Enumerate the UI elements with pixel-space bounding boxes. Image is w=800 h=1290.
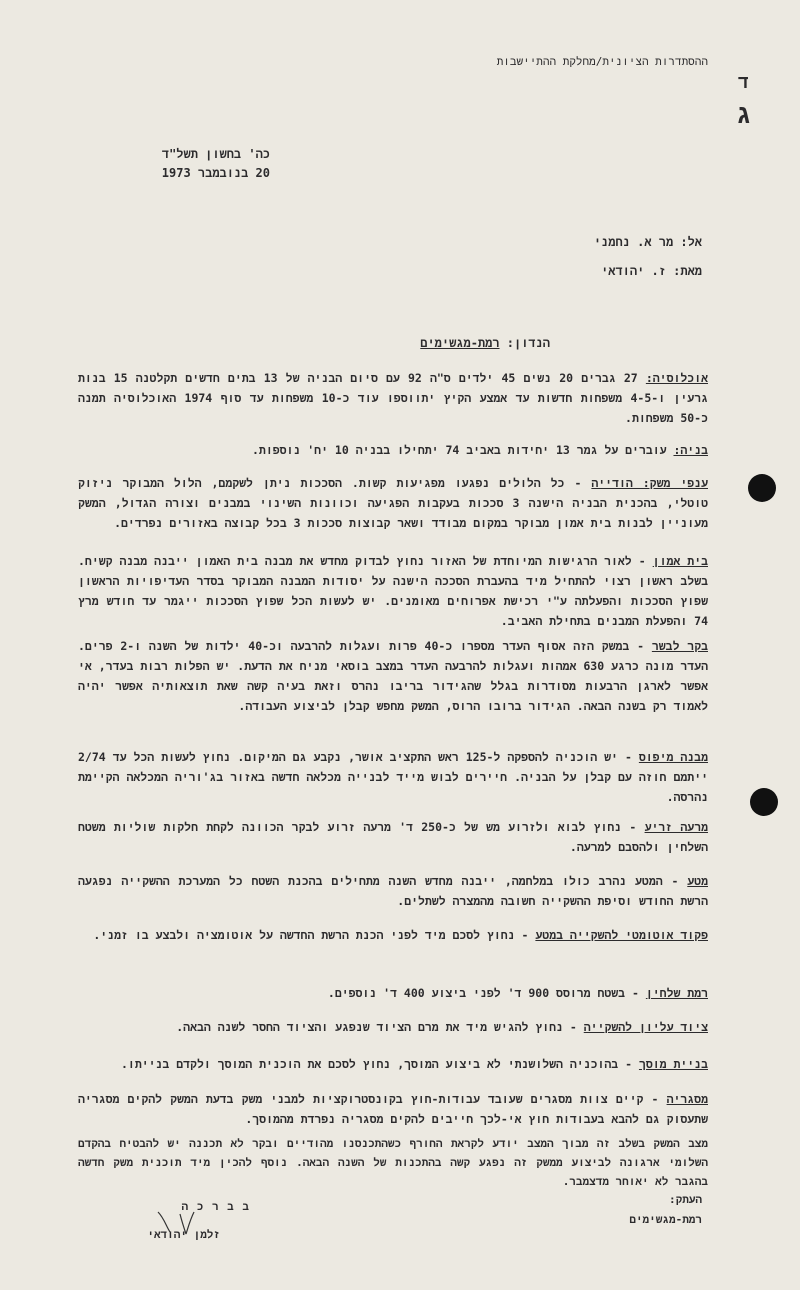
section-text: - קיים צוות מסגרים שעובד עבודות-חוץ בקונסטרוקציות למבני משק בדעת המשק להקים מסגריה שתעסוק גם להבא בעבודות חוץ אי-לכך חייבים להקים מסגריה נפרדת מהמוסך. xyxy=(78,1092,708,1126)
section-heading: אוכלוסיה: xyxy=(645,371,708,385)
section-construction xyxy=(78,440,708,460)
section-text: - בהוכניה השלושנתי לא ביצוע המוסך, נחוץ לסכם את הוכנית המוסך ולקדם בנייתו. xyxy=(121,1057,639,1071)
section-summary xyxy=(78,1134,708,1191)
section-hatchery xyxy=(78,551,708,631)
margin-mark: ג xyxy=(736,100,752,130)
punch-hole xyxy=(748,474,776,502)
signatory-name: זלמן יהודאי xyxy=(147,1228,220,1241)
section-heading: ענפי משק: הודייה xyxy=(591,476,708,490)
section-beef-cattle xyxy=(78,636,708,716)
section-population xyxy=(78,368,708,428)
section-text: - נחוץ לבוא ולזרוע מש של כ-250 ד' מרעה זרוע לבקר הכוונה לקחת חלקות שוליות משטח השלחין ולהסבם למרעה. xyxy=(78,820,708,854)
section-text: 27 גברים 20 נשים 45 ילדים ס"ה 92 עם סיום הבניה של 13 בתים חדשים תקלטנה 15 בנות גרעין ו-4-5 משפחות חדשות עד אמצע הקיץ יתווספו עוד כ-10 משפחות עד סוף 1974 האוכלוסיה תמנה כ-50 משפחות. xyxy=(78,371,709,425)
section-text: - המטע נהרב כולו במלחמה, ייבנה מחדש השנה מתחילים בהכנת השטח כל המערכת ההשקייה נפגעה הרשת החודש וסיפת ההשקייה חשובה מהמצרה לשתלים. xyxy=(78,874,708,908)
section-text: - נחוץ להגיש מיד את מרם הציוד שנפגע והציוד החסר לשנה הבאה. xyxy=(176,1020,584,1034)
letterhead-org: ההסתדרות הציונית/מחלקת ההתיישבות xyxy=(496,55,708,68)
section-feeding-structure xyxy=(78,747,708,807)
section-orchard xyxy=(78,871,708,911)
section-text: - נחוץ לסכם מיד לפני הכנת הרשת החדשה על אוטומציה ולבצע בו זמני. xyxy=(93,928,536,942)
punch-hole xyxy=(750,788,778,816)
addressee: אל: מר א. נחמני xyxy=(593,235,702,249)
section-irrigated-land xyxy=(78,983,708,1003)
section-heading: בניית מוסך xyxy=(638,1057,708,1071)
section-heading: מרעה זריע xyxy=(644,820,708,834)
sender: מאת: ז. יהודאי xyxy=(601,264,702,278)
subject-line xyxy=(380,336,550,351)
section-heading: ציוד עליון להשקייה xyxy=(583,1020,708,1034)
section-text: - יש הוכניה להספקה ל-125 ראש התקציב אושר, נקבע גם המיקום. נחוץ לעשות הכל עד 2/74 ייתמם חוזה עם קבלן על הבניה. חיירים לבוש מייד לבנייה מכלאה חדשה באזור בג'וריה המכלאה הקיימת נהרסה. xyxy=(78,750,708,804)
margin-mark: ד xyxy=(738,72,749,93)
section-text: עוברים על גמר 13 יחידות באביב 74 יתחילו בבניה 10 יח' נוספות. xyxy=(252,443,674,457)
section-heading: מטע xyxy=(687,874,708,888)
section-heading: בניה: xyxy=(673,443,708,457)
closing-greeting: ב ב ר כ ה xyxy=(181,1200,250,1213)
section-heading: בקר לבשר xyxy=(651,639,708,653)
section-heading: פקוד אוטומטי להשקייה במטע xyxy=(535,928,708,942)
section-text: - כל הלולים נפגעו מפגיעות קשות. הסככות ניתן לשקמם, הלול המבוקר ניזוק טוטלי, בהכנית הבניה הישנה 3 סככות בעקבות הפגיעה וכוונות השינוי במבנים וצורה הגדול, המשק מעוניין לבנות בית אמון מבוקר במקום מבודד ושאר קבוצות סככות 3 בכל קבוצה באזורים נפרדים. xyxy=(78,476,709,530)
section-heading: רמת שלחין xyxy=(645,986,708,1000)
section-pasture xyxy=(78,817,708,857)
section-text: - במשק הזה אסוף העדר מספרו כ-40 פרות ועגלות להרבעה וכ-40 ילדות של השנה ו-2 פרים. העדר מונה כרגע 630 אמהות ועגלות להרבעה העדר במצב בוסאי מניח את הדעת. יש הפלות רבות בעדר, אי אפשר לארגן הרבעות מסודרות בגלל שהגידור בריבו נהרס וזאת בעיה קשה שאת תוצאותיה אפשר יהיה לאמוד רק בשנה הבאה. הגידור ברובו הרוס, המשק מחפש קבלן לביצוע העבודה. xyxy=(78,639,708,713)
copy-recipient: רמת-מגשימים xyxy=(629,1213,702,1226)
section-garage xyxy=(78,1054,708,1074)
gregorian-date: 20 בנובמבר 1973 xyxy=(161,166,270,180)
section-heading: מבנה מיפוס xyxy=(638,750,708,764)
subject-label: הנדון: xyxy=(506,336,550,350)
section-poultry xyxy=(78,473,708,533)
section-irrigation-equipment xyxy=(78,1017,708,1037)
section-heading: מסגריה xyxy=(666,1092,708,1106)
section-text: - לאור הרגישות המיוחדת של האזור נחוץ לבדוק מחדש את מבנה בית האמון ייבנה מבנה קשיח. בשלב ראשון רצוי להתחיל מיד בהעברת הסככה הישנה על יסודות המבנה המבוקר בסדר העדיפויות הראשון שפוץ הסככות והפעלתה ע"י רכישת אפרוחים מאומנים. יש לעשות הכל שפוץ הסככות ייגמר עד חודש מרץ 74 והפעלת המבנים בתחילת האביב. xyxy=(78,554,708,628)
section-irrigation-automation xyxy=(78,925,708,945)
hebrew-date: כה' בחשון תשל"ד xyxy=(161,147,270,161)
copy-label: העתק: xyxy=(668,1193,702,1206)
section-text: מצב המשק בשלב זה מבוך המצב יודע לקראת החורף כשהתכנסנו מהודיים ובקר לא תכננה יש להבטיח בהקדם השלומי ארגונה לביצוע ממשק זה נפגע קשה בהתכנות של השנה הבאה. נוסף להכין מיד תוכנית משק חדשה בהגבר לא יאוחר מדצמבר. xyxy=(78,1137,708,1188)
section-text: - בשטח מרוסס 900 ד' לפני ביצוע 400 ד' נוספים. xyxy=(327,986,646,1000)
subject-value: רמת-מגשימים xyxy=(420,336,500,350)
section-heading: בית אמון xyxy=(652,554,708,568)
section-metalwork xyxy=(78,1089,708,1129)
